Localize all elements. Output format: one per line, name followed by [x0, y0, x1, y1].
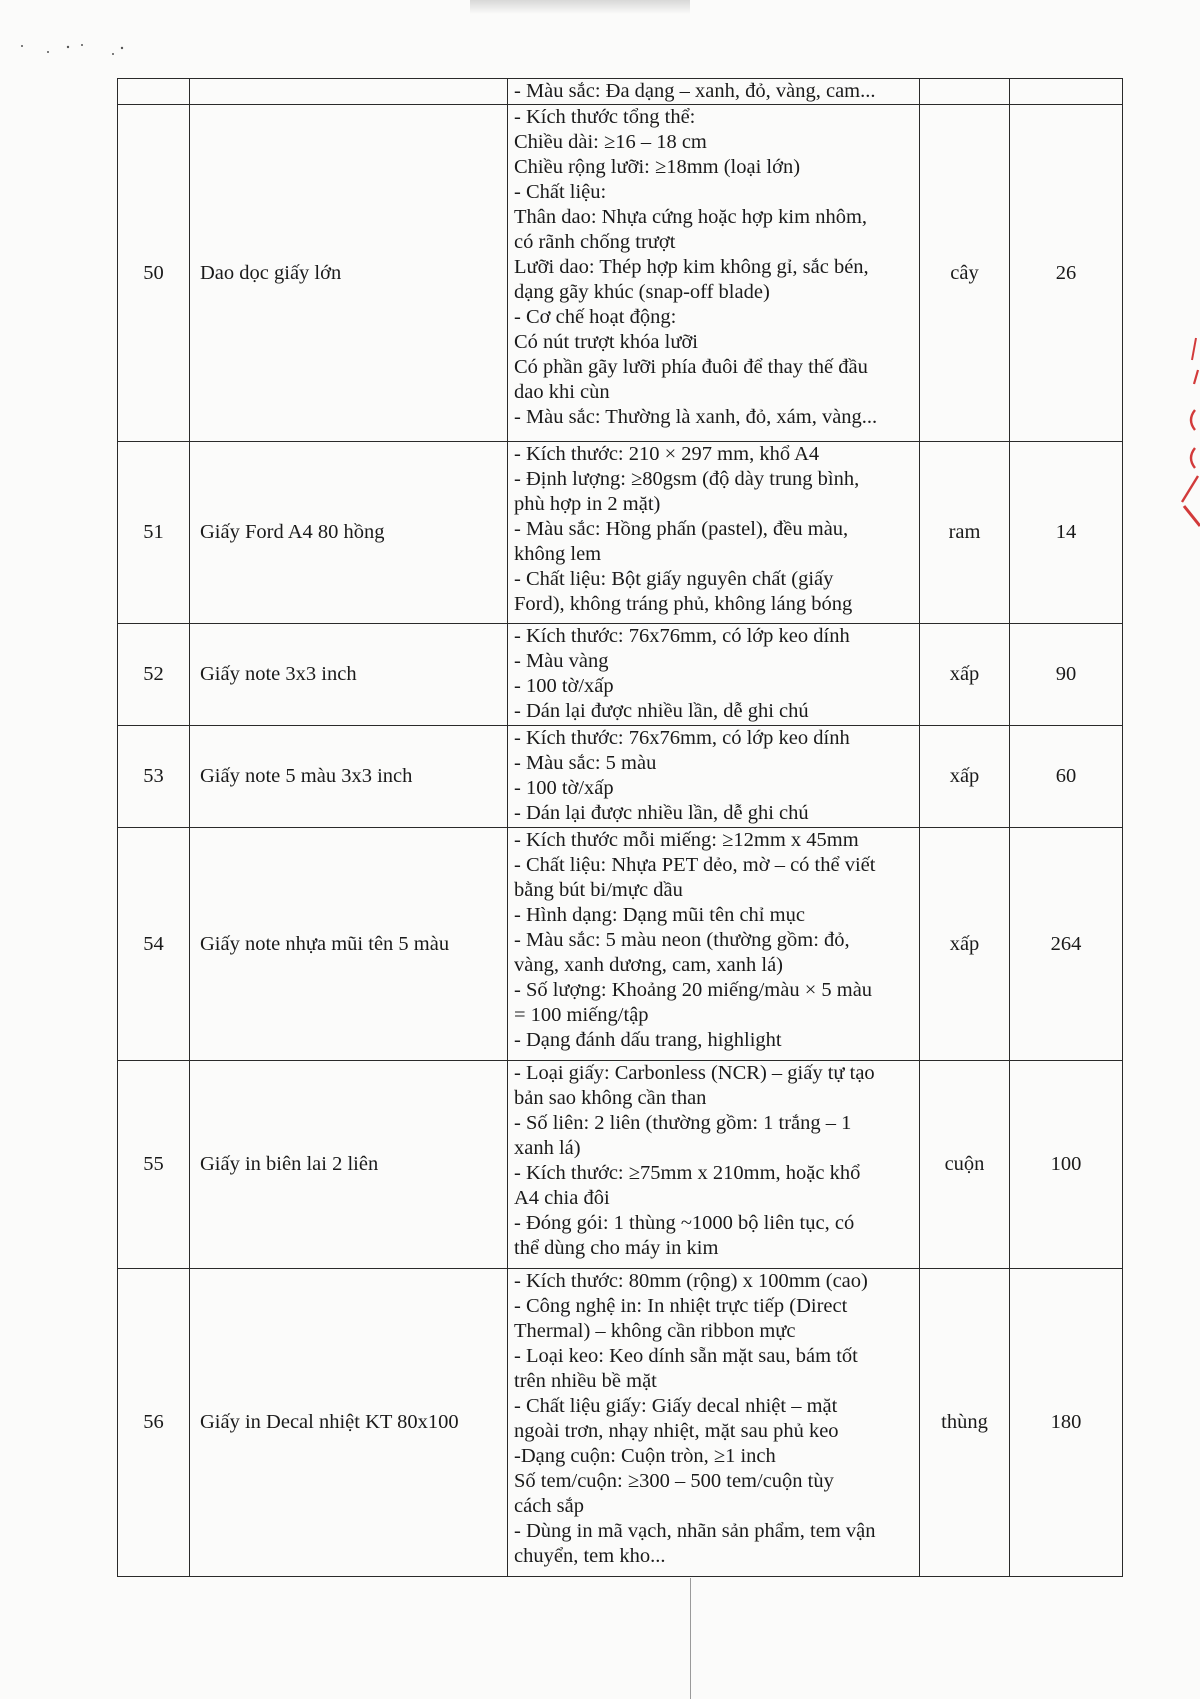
spec-line: - Chất liệu: Bột giấy nguyên chất (giấy — [514, 568, 834, 590]
spec-line: - Công nghệ in: In nhiệt trực tiếp (Direct — [514, 1295, 848, 1317]
spec-line: Chiều dài: ≥16 – 18 cm — [514, 131, 707, 153]
spec-line: - Số lượng: Khoảng 20 miếng/màu × 5 màu — [514, 979, 873, 1001]
item-name: Giấy in Decal nhiệt KT 80x100 — [190, 1269, 508, 1577]
spec-line: bản sao không cần than — [514, 1087, 707, 1109]
spec-line: - Dán lại được nhiều lần, dễ ghi chú — [514, 802, 809, 824]
red-stamp-fragment — [1170, 330, 1200, 530]
table-row — [118, 1269, 1123, 1577]
item-name: Giấy note 5 màu 3x3 inch — [190, 726, 508, 828]
item-quantity: 60 — [1010, 726, 1123, 828]
item-specification — [508, 442, 920, 624]
spec-line: -Dạng cuộn: Cuộn tròn, ≥1 inch — [514, 1445, 776, 1467]
item-quantity: 14 — [1010, 442, 1123, 624]
spec-line: - Dán lại được nhiều lần, dễ ghi chú — [514, 700, 809, 722]
spec-line: xanh lá) — [514, 1137, 581, 1159]
spec-line: - Kích thước: 76x76mm, có lớp keo dính — [514, 625, 850, 647]
spec-line: - Đóng gói: 1 thùng ~1000 bộ liên tục, có — [514, 1212, 855, 1234]
spec-line: Thân dao: Nhựa cứng hoặc hợp kim nhôm, — [514, 206, 868, 228]
spec-line: phù hợp in 2 mặt) — [514, 493, 661, 515]
spec-line: vàng, xanh dương, cam, xanh lá) — [514, 954, 784, 976]
spec-line: - Kích thước mỗi miếng: ≥12mm x 45mm — [514, 829, 859, 851]
spec-line: - Màu vàng — [514, 650, 609, 672]
item-unit — [920, 79, 1010, 105]
spec-line: trên nhiều bề mặt — [514, 1370, 657, 1392]
item-name — [190, 79, 508, 105]
item-specification — [508, 105, 920, 442]
item-unit: xấp — [920, 624, 1010, 726]
table-body — [118, 79, 1123, 1577]
item-unit: ram — [920, 442, 1010, 624]
spec-line: - Kích thước: 76x76mm, có lớp keo dính — [514, 727, 850, 749]
item-number: 53 — [118, 726, 190, 828]
spec-line: Có phần gãy lưỡi phía đuôi để thay thế đầu — [514, 356, 868, 378]
item-number: 54 — [118, 828, 190, 1061]
item-unit: xấp — [920, 726, 1010, 828]
item-number: 55 — [118, 1061, 190, 1269]
item-unit: thùng — [920, 1269, 1010, 1577]
item-quantity: 100 — [1010, 1061, 1123, 1269]
item-quantity: 90 — [1010, 624, 1123, 726]
spec-line: - Cơ chế hoạt động: — [514, 306, 677, 328]
spec-line: - Kích thước tổng thể: — [514, 106, 696, 128]
item-specification — [508, 1061, 920, 1269]
spec-line: = 100 miếng/tập — [514, 1004, 649, 1026]
item-specification — [508, 726, 920, 828]
spec-line: - Dùng in mã vạch, nhãn sản phẩm, tem vận — [514, 1520, 876, 1542]
item-specification — [508, 828, 920, 1061]
item-specification — [508, 1269, 920, 1577]
spec-line: - Loại keo: Keo dính sẵn mặt sau, bám tốt — [514, 1345, 858, 1367]
scan-smudge — [470, 0, 690, 14]
spec-line: - Màu sắc: 5 màu neon (thường gồm: đỏ, — [514, 929, 850, 951]
spec-line: Số tem/cuộn: ≥300 – 500 tem/cuộn tùy — [514, 1470, 834, 1492]
table-row — [118, 1061, 1123, 1269]
spec-line: Chiều rộng lưỡi: ≥18mm (loại lớn) — [514, 156, 801, 178]
spec-line: - Màu sắc: 5 màu — [514, 752, 657, 774]
spec-line: cách sắp — [514, 1495, 584, 1517]
item-name: Giấy note 3x3 inch — [190, 624, 508, 726]
spec-line: dạng gãy khúc (snap-off blade) — [514, 281, 770, 303]
item-number — [118, 79, 190, 105]
spec-line: - Chất liệu: Nhựa PET dẻo, mờ – có thể viết — [514, 854, 876, 876]
spec-line: có rãnh chống trượt — [514, 231, 676, 253]
spec-line: Có nút trượt khóa lưỡi — [514, 331, 698, 353]
spec-line: không lem — [514, 543, 602, 565]
spec-line: dao khi cùn — [514, 381, 610, 403]
table-row — [118, 442, 1123, 624]
spec-line: - Số liên: 2 liên (thường gồm: 1 trắng – 1 — [514, 1112, 852, 1134]
spec-line: - Kích thước: 80mm (rộng) x 100mm (cao) — [514, 1270, 868, 1292]
spec-line: - Hình dạng: Dạng mũi tên chỉ mục — [514, 904, 805, 926]
spec-line: - Chất liệu: — [514, 181, 607, 203]
item-unit: xấp — [920, 828, 1010, 1061]
spec-line: - Loại giấy: Carbonless (NCR) – giấy tự tạo — [514, 1062, 875, 1084]
spec-line: - Kích thước: ≥75mm x 210mm, hoặc khổ — [514, 1162, 861, 1184]
spec-line: - Chất liệu giấy: Giấy decal nhiệt – mặt — [514, 1395, 838, 1417]
item-specification — [508, 624, 920, 726]
specification-table — [117, 78, 1123, 1577]
item-quantity: 264 — [1010, 828, 1123, 1061]
table-row — [118, 828, 1123, 1061]
item-name: Giấy Ford A4 80 hồng — [190, 442, 508, 624]
item-name: Giấy in biên lai 2 liên — [190, 1061, 508, 1269]
item-number: 56 — [118, 1269, 190, 1577]
spec-line: - Màu sắc: Đa dạng – xanh, đỏ, vàng, cam... — [514, 80, 876, 102]
item-unit: cây — [920, 105, 1010, 442]
item-quantity: 26 — [1010, 105, 1123, 442]
table-row — [118, 79, 1123, 105]
item-name: Dao dọc giấy lớn — [190, 105, 508, 442]
table-row — [118, 624, 1123, 726]
item-unit: cuộn — [920, 1061, 1010, 1269]
spec-line: thể dùng cho máy in kim — [514, 1237, 719, 1259]
spec-line: - 100 tờ/xấp — [514, 777, 614, 799]
spec-line: ngoài trơn, nhạy nhiệt, mặt sau phủ keo — [514, 1420, 839, 1442]
item-quantity: 180 — [1010, 1269, 1123, 1577]
spec-line: - Dạng đánh dấu trang, highlight — [514, 1029, 782, 1051]
scan-specks — [18, 40, 128, 60]
table-row — [118, 726, 1123, 828]
spec-line: - 100 tờ/xấp — [514, 675, 614, 697]
spec-line: Lưỡi dao: Thép hợp kim không gỉ, sắc bén, — [514, 256, 869, 278]
spec-line: Thermal) – không cần ribbon mực — [514, 1320, 796, 1342]
spec-line: - Kích thước: 210 × 297 mm, khổ A4 — [514, 443, 820, 465]
item-quantity — [1010, 79, 1123, 105]
item-number: 50 — [118, 105, 190, 442]
column-overflow-line — [690, 1578, 691, 1699]
spec-line: chuyển, tem kho... — [514, 1545, 666, 1567]
item-number: 52 — [118, 624, 190, 726]
spec-line: Ford), không tráng phủ, không láng bóng — [514, 593, 853, 615]
spec-line: A4 chia đôi — [514, 1187, 610, 1209]
item-specification — [508, 79, 920, 105]
spec-line: - Màu sắc: Hồng phấn (pastel), đều màu, — [514, 518, 849, 540]
item-name: Giấy note nhựa mũi tên 5 màu — [190, 828, 508, 1061]
spec-line: - Màu sắc: Thường là xanh, đỏ, xám, vàng... — [514, 406, 878, 428]
table-row — [118, 105, 1123, 442]
spec-line: - Định lượng: ≥80gsm (độ dày trung bình, — [514, 468, 860, 490]
item-number: 51 — [118, 442, 190, 624]
spec-line: bằng bút bi/mực dầu — [514, 879, 683, 901]
